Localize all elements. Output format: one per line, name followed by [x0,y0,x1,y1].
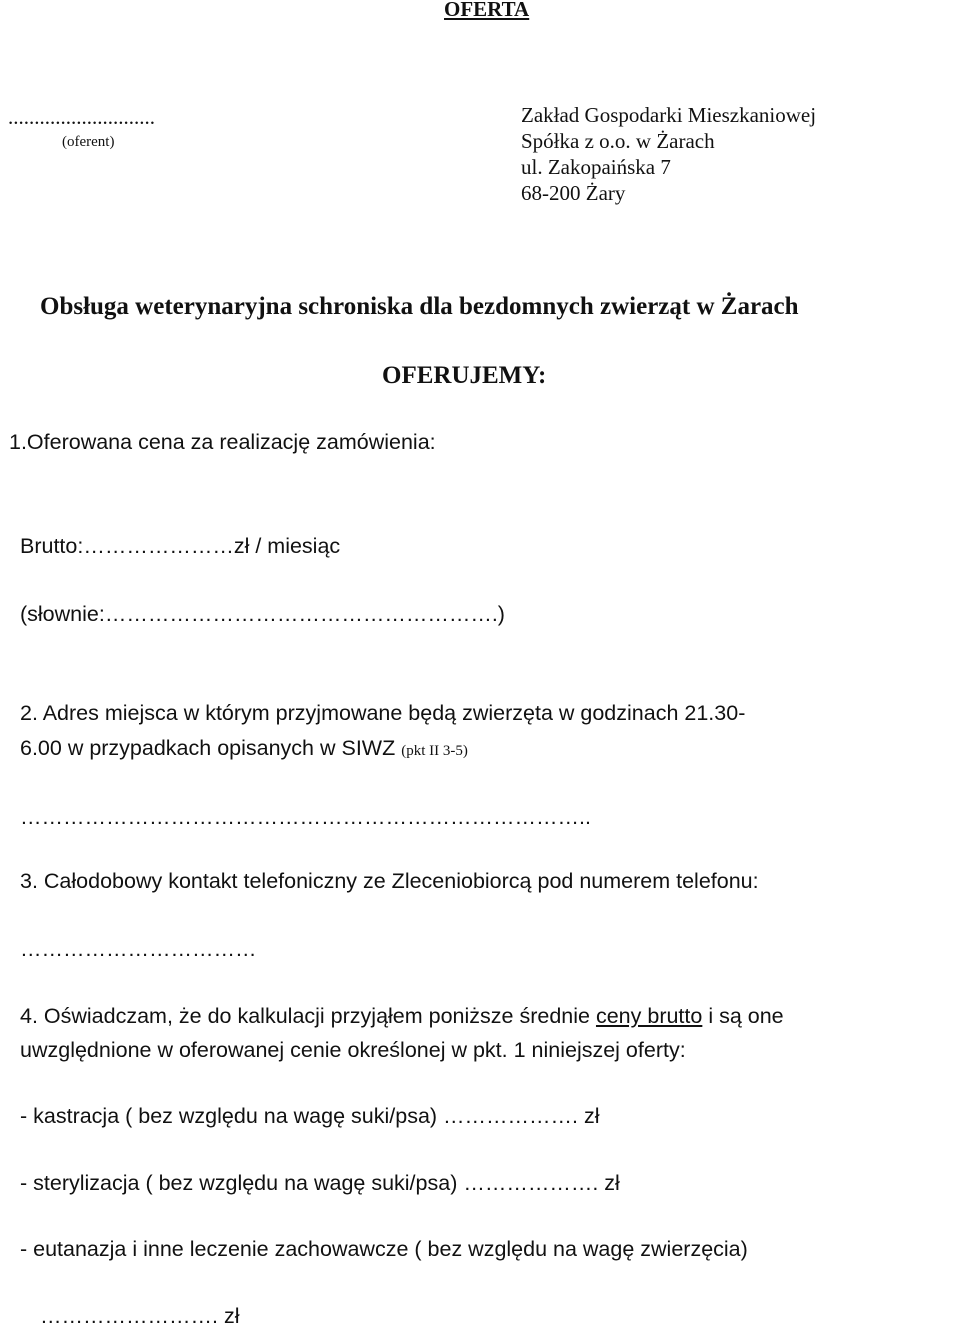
item2-dots: …………………………………………………………………….. [20,805,591,829]
item4-line2: uwzględnione w oferowanej cenie określonej w pkt. 1 niniejszej oferty: [20,1038,686,1062]
recipient-line4: 68-200 Żary [521,181,626,205]
item4-line1-b: i są one [702,1004,784,1028]
item3-dots: …………………………… [20,937,257,961]
item2-line2 [20,736,468,761]
item1-brutto: Brutto:…………………zł / miesiąc [20,534,341,558]
item3-line1: 3. Całodobowy kontakt telefoniczny ze Zleceniobiorcą pod numerem telefonu: [20,869,759,893]
oferent-dots: ............................ [8,105,155,129]
item1-slownie: (słownie:……………………………………………….) [20,602,505,626]
document-title: OFERTA [444,0,530,21]
oferent-label: (oferent) [62,134,115,150]
item4-eutanazja: - eutanazja i inne leczenie zachowawcze ( bez względu na wagę zwierzęcia) [20,1237,748,1261]
item4-eutanazja-price: ……………………. zł [40,1304,240,1328]
item2-line2-small: (pkt II 3-5) [401,743,468,759]
subject-heading: Obsługa weterynaryjna schroniska dla bezdomnych zwierząt w Żarach [40,293,799,320]
item4-line1 [20,1004,784,1029]
item2-line2-main: 6.00 w przypadkach opisanych w SIWZ [20,736,402,760]
item4-underlined: ceny brutto [595,1004,703,1028]
item4-line1-a: 4. Oświadczam, że do kalkulacji przyjąłem poniższe średnie [20,1004,596,1028]
offer-heading: OFERUJEMY: [382,362,547,389]
item4-kastracja: - kastracja ( bez względu na wagę suki/psa) ………………. zł [20,1104,600,1128]
recipient-line2: Spółka z o.o. w Żarach [521,129,715,153]
recipient-line3: ul. Zakopaińska 7 [521,155,671,179]
item4-sterylizacja: - sterylizacja ( bez względu na wagę suki/psa) ………………. zł [20,1171,620,1195]
item2-line1: 2. Adres miejsca w którym przyjmowane będą zwierzęta w godzinach 21.30- [20,701,746,725]
recipient-line1: Zakład Gospodarki Mieszkaniowej [521,103,817,127]
item1-label: 1.Oferowana cena za realizację zamówienia: [9,430,436,454]
